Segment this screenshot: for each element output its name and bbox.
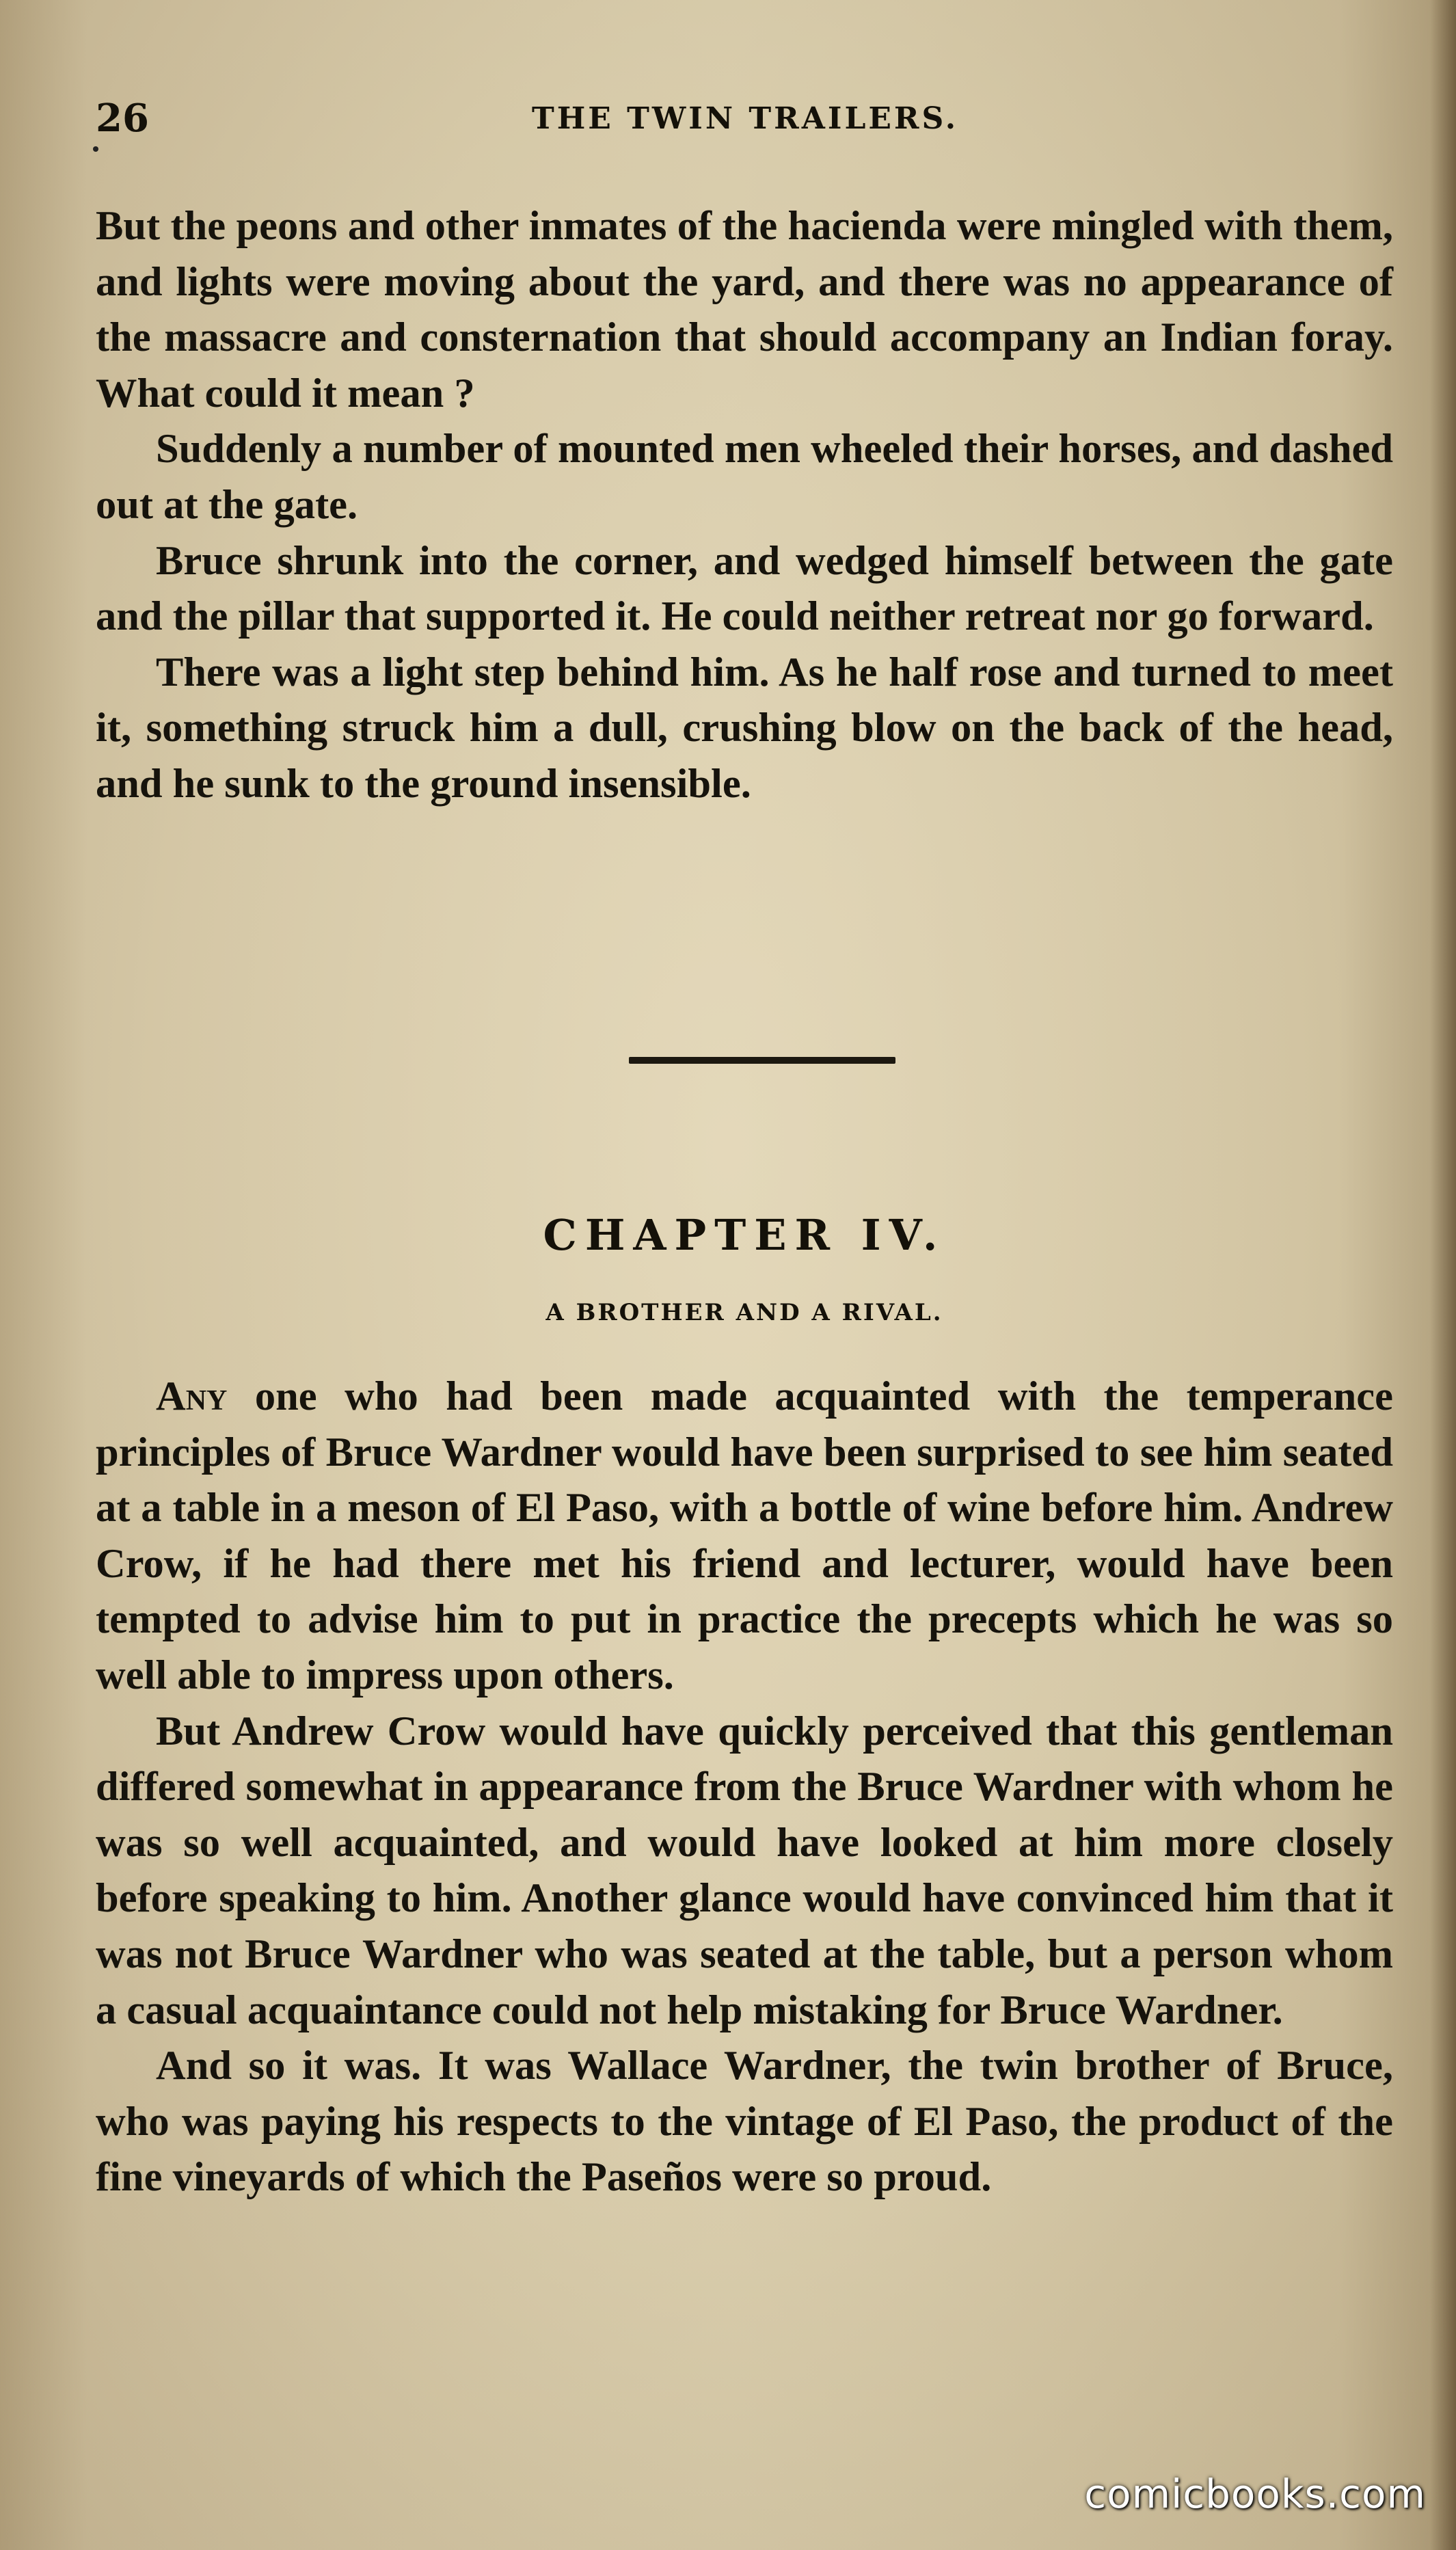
running-head: THE TWIN TRAILERS. — [531, 101, 959, 136]
paragraph: Suddenly a number of mounted men wheeled their horses, and dashed out at the gate. — [96, 426, 1393, 528]
watermark: comicbooks.com — [1084, 2471, 1426, 2517]
chapter-title: CHAPTER IV. — [543, 1210, 946, 1260]
drop-word: Any — [156, 1373, 228, 1419]
section-divider-rule — [629, 1057, 895, 1064]
page-number: 26 — [96, 96, 149, 141]
paragraph — [96, 1369, 1393, 1704]
text-block-chapter-body — [96, 1369, 1393, 2205]
paragraph: And so it was. It was Wallace Wardner, the twin brother of Bruce, who was paying his respects to the vintage of El Paso, the product of the fine vineyards of which the Paseños were so proud. — [96, 2043, 1393, 2201]
chapter-subtitle: A BROTHER AND A RIVAL. — [545, 1299, 943, 1326]
page-header — [96, 96, 1394, 150]
paragraph: There was a light step behind him. As he half rose and turned to meet it, something struck him a dull, crushing blow on the back of the head, and he sunk to the ground insensible. — [96, 649, 1393, 807]
page-edge-shadow — [1430, 0, 1456, 2550]
paragraph: But the peons and other inmates of the hacienda were mingled with them, and lights were moving about the yard, and there was no appearance of the massacre and consternation that should accompany an Indian foray. What could it mean ? — [96, 203, 1393, 416]
paragraph: But Andrew Crow would have quickly perceived that this gentleman differed somewhat in appearance from the Bruce Wardner with whom he was so well acquainted, and would have looked at him more closely before speaking to him. Another glance would have convinced him that it was not Bruce Wardner who was seated at the table, but a person whom a casual acquaintance could not help mistaking for Bruce Wardner. — [96, 1708, 1393, 2033]
paragraph: Bruce shrunk into the corner, and wedged himself between the gate and the pillar that supported it. He could neither retreat nor go forward. — [96, 537, 1393, 640]
text-block-before-chapter — [96, 198, 1393, 812]
paragraph-rest: one who had been made acquainted with the temperance principles of Bruce Wardner would have been surprised to see him seated at a table in a meson of El Paso, with a bottle of wine before him. Andrew Crow, if he had there met his friend and lecturer, would have been tempted to advise him to put in practice the precepts which he was so well able to impress upon others. — [96, 1373, 1393, 1698]
